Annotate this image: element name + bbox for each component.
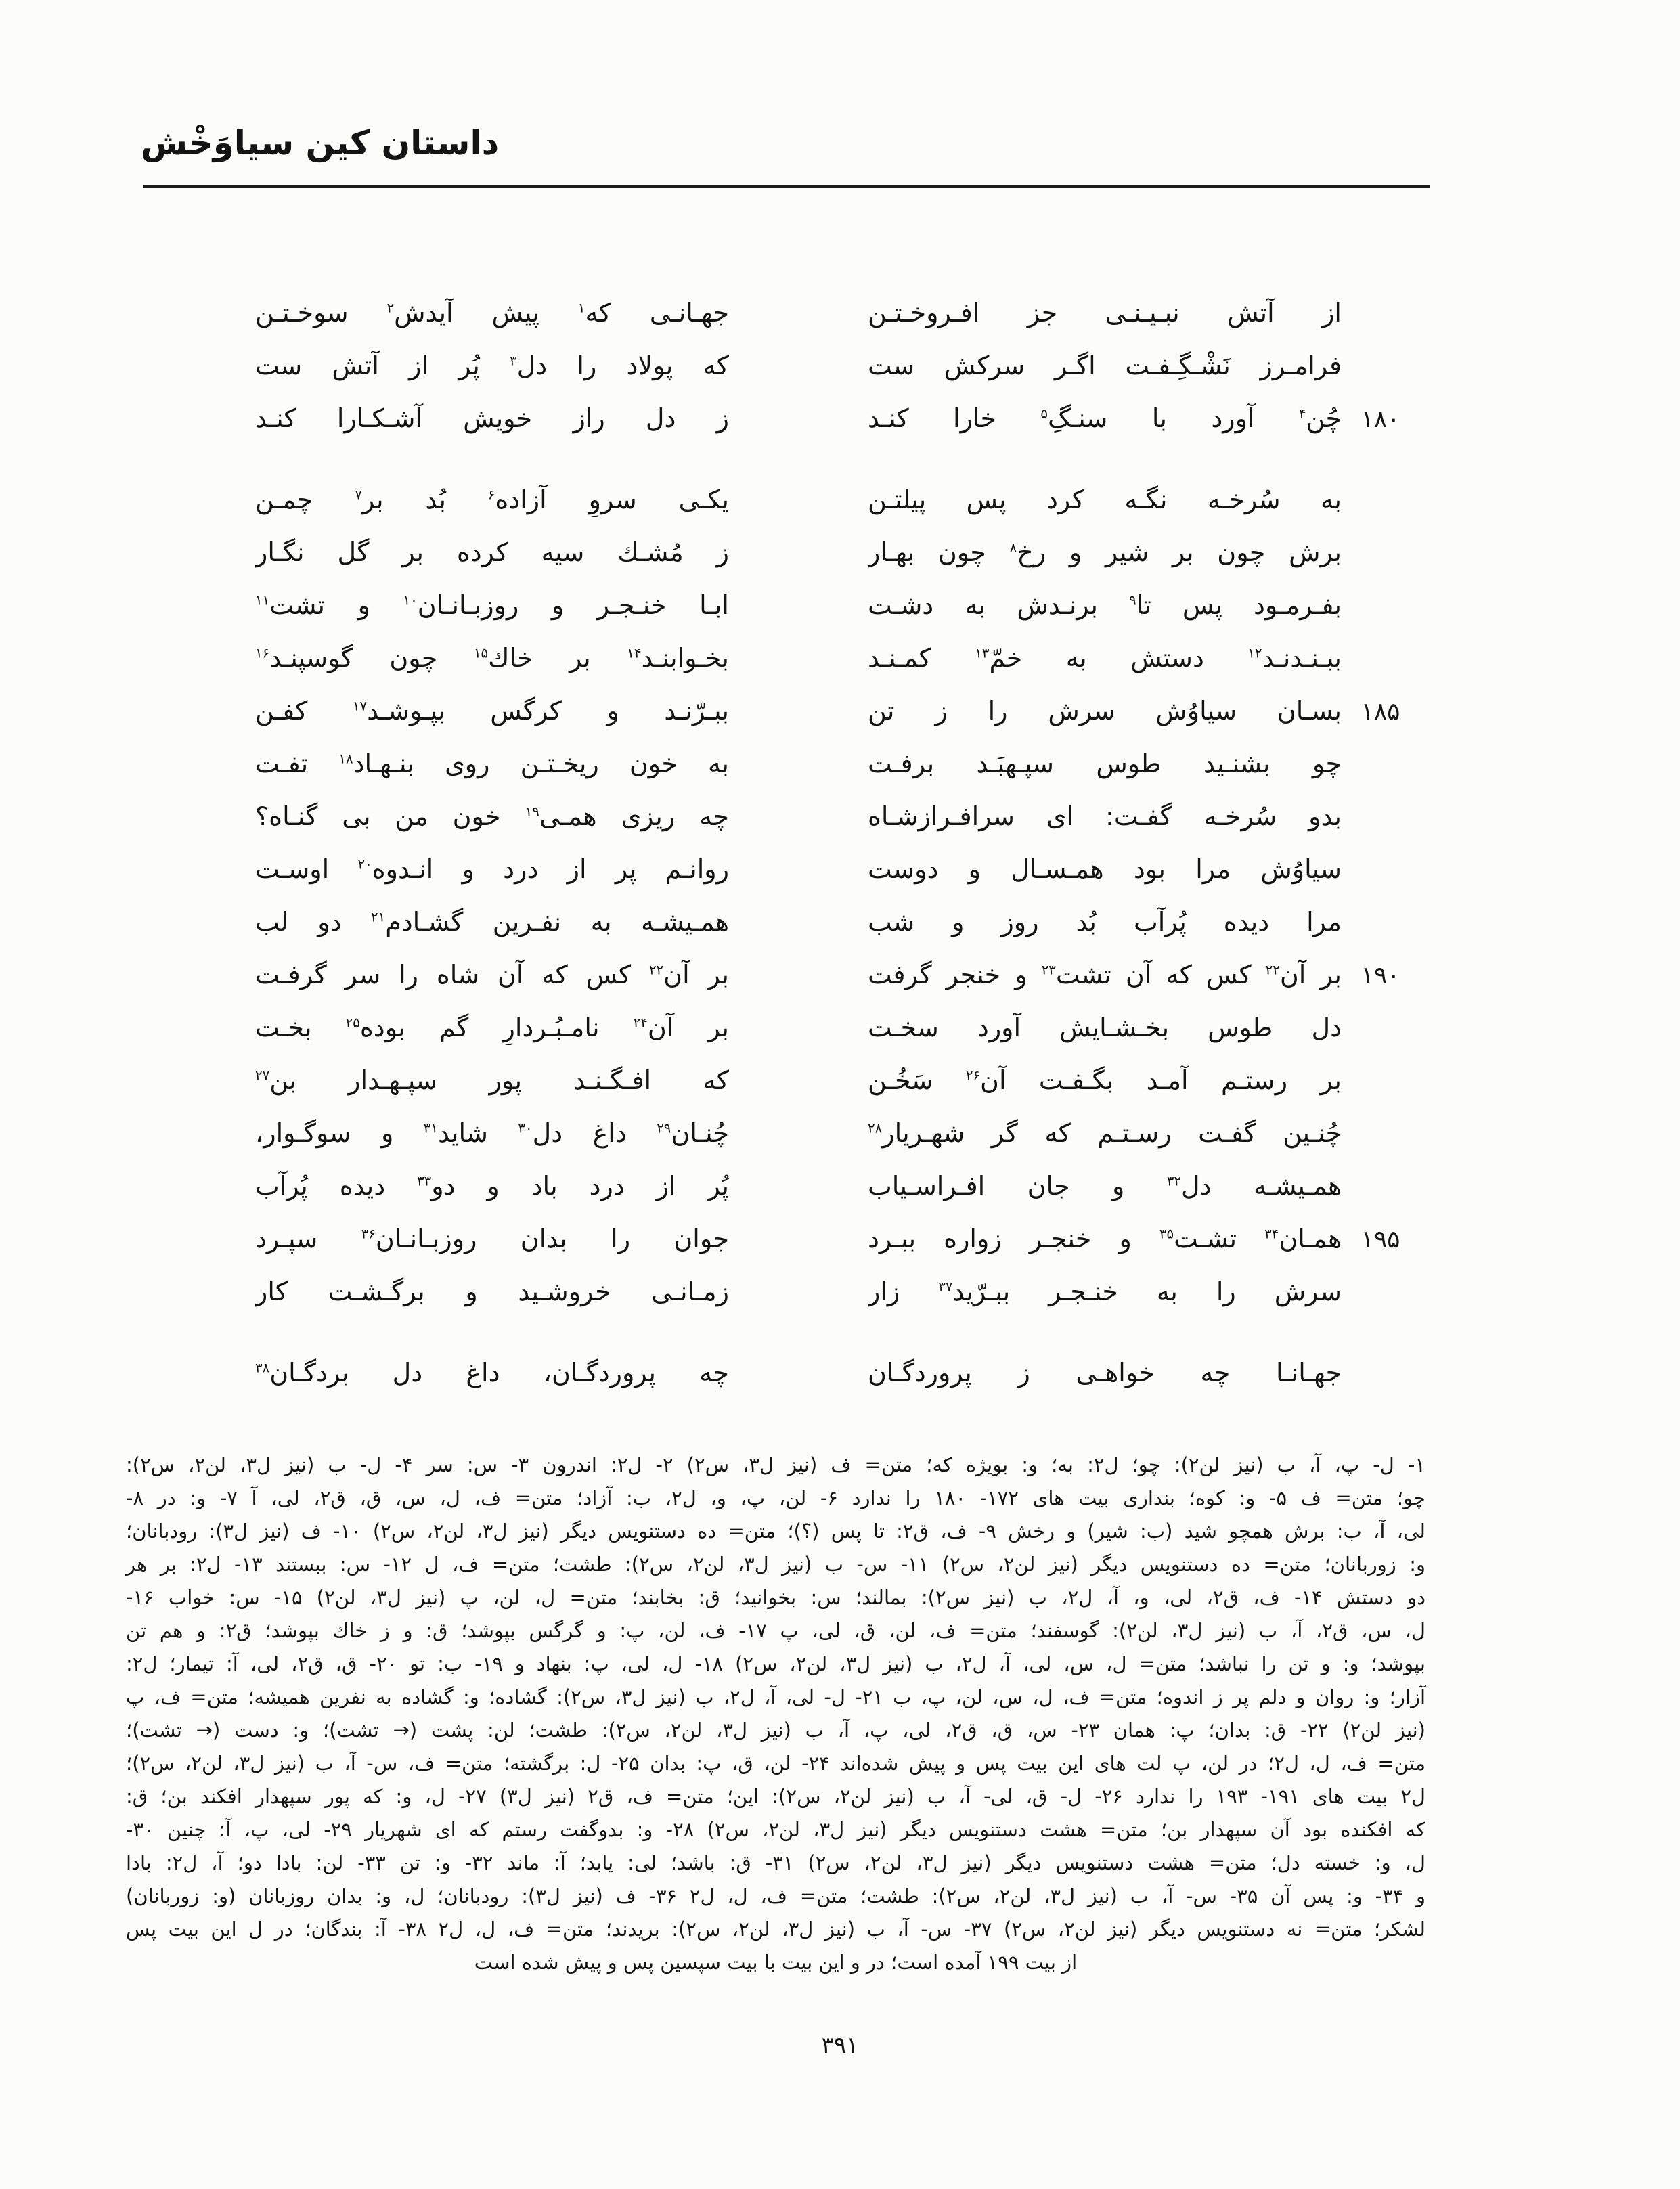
hemistich-first: بفـرمـود پس تا$^۹$ برنـدش به دشـت bbox=[868, 590, 1342, 621]
verse-number: ۱۹۰ bbox=[1361, 961, 1400, 990]
verse-number: ۱۸۰ bbox=[1361, 405, 1400, 433]
hemistich-first: برش چون بر شير و رخِ$^۸$ چون بهـار bbox=[868, 537, 1342, 568]
hemistich-first: مرا ديده پُرآب بُد روز و شب bbox=[868, 907, 1342, 937]
verse-row bbox=[255, 393, 1419, 445]
hemistich-second: ببـرّنـد و كرگس بپـوشـد$^{۱۷}$ كفـن bbox=[255, 696, 729, 726]
footnote-line: لشكر؛ متن= نه دستنويس ديگر (نيز لن۲، س۲) ۳۷- س- آ، ب (نيز ل۳، لن۲، س۲): بريدند؛ متن= ف، ل، ل۲ ۳۸- آ: بندگان؛ در ل اين بيت پس bbox=[126, 1918, 1426, 1941]
footnote-line: كه افكنده بود آن سپهدار بن؛ متن= هشت دستنويس ديگر (نيز ل۳، لن۲، س۲) ۲۸- و: بدوگفت رستم كه اى شهريار ۲۹- لى، پ، آ: چنين ۳۰- bbox=[126, 1818, 1425, 1841]
hemistich-second: ز دل راز خويش آشـكـارا كنـد bbox=[255, 403, 729, 434]
hemistich-second: كه افـگـنـد پور سپـهـدار بن$^{۲۷}$ bbox=[255, 1065, 729, 1096]
hemistich-second: پُر از درد باد و دو$^{۳۳}$ ديده پُرآب bbox=[255, 1171, 729, 1201]
hemistich-second: جوان را بدان روزبـانـان$^{۳۶}$ سپـرد bbox=[255, 1224, 729, 1254]
hemistich-second: جهـانـى كه$^۱$ پيش آيدش$^۲$ سوخـتـن bbox=[255, 298, 729, 328]
hemistich-second: ز مُشـك سيه كرده بر گل نگـار bbox=[255, 537, 729, 568]
hemistich-first: چُن$^۴$ آورد با سنـگِ$^۵$ خارا كنـد bbox=[868, 403, 1342, 434]
hemistich-second: به خون ريخـتـن روى بنـهـاد$^{۱۸}$ تفـت bbox=[255, 749, 729, 779]
hemistich-first: از آتش نبـيـنـى جز افـروخـتـن bbox=[868, 298, 1342, 328]
verse-row bbox=[255, 791, 1419, 843]
verse-number: ۱۹۵ bbox=[1361, 1225, 1400, 1254]
verse-row bbox=[255, 474, 1419, 527]
footnote-line: ل۲ بيت های ۱۹۱- ۱۹۳ را ندارد ۲۶- ل- ق، لى- آ، ب (نيز لن۲، س۲): اين؛ متن= ف، ق۲ (نيز ل۳) ۲۷- ل، و: كه پور سپهدار افكند بن؛ ق: bbox=[126, 1785, 1425, 1808]
hemistich-first: همـان$^{۳۴}$ تشـت$^{۳۵}$ و خنجـر زواره ببـرد bbox=[868, 1224, 1342, 1254]
hemistich-second: چه ريزى همـى$^{۱۹}$ خون من بى گنـاه؟ bbox=[255, 801, 729, 832]
footnote-line: دو دستش ۱۴- ف، ق۲، لى، و، آ، ل۲، ب (نيز س۲): بمالند؛ س: بخوانيد؛ ق: بخابند؛ متن= ل، لن، پ (نيز ل۳، لن۲) ۱۵- س: خواب ۱۶- bbox=[126, 1586, 1426, 1609]
verse-row bbox=[255, 1107, 1419, 1160]
hemistich-first: سرش را به خنـجـر ببـرّيد$^{۳۷}$ زار bbox=[868, 1277, 1342, 1307]
hemistich-first: جهـانـا چه خواهـى ز پروردگـان bbox=[868, 1358, 1342, 1388]
page-number: ۳۹۱ bbox=[821, 2032, 859, 2059]
header-rule bbox=[143, 185, 1430, 188]
footnote-line: لى، آ، ب: برش همچو شيد (ب: شير) و رخش ۹- ف، ق۲: تا پس (؟)؛ متن= ده دستنويس ديگر (نيز ل۳، لن۲، س۲) ۱۰- ف (نيز ل۳): رودبانان؛ bbox=[126, 1520, 1425, 1543]
chapter-header-title: داستان كين سياوَخْش bbox=[141, 123, 500, 162]
hemistich-first: بسـان سياوُش سرش را ز تن bbox=[868, 696, 1342, 726]
verse-row bbox=[255, 632, 1419, 685]
verse-row bbox=[255, 287, 1419, 340]
footnote-line: (نيز لن۲) ۲۲- ق: بدان؛ پ: همان ۲۳- س، ق، ق۲، لى، پ، آ، ب (نيز ل۳، لن۲، س۲): طشت؛ لن: پشت (→ تشت)؛ و: دست (→ تشت)؛ bbox=[126, 1719, 1425, 1742]
poem-block bbox=[255, 287, 1419, 1400]
footnote-line: و ۳۴- و: پس آن ۳۵- س- آ، ب (نيز ل۳، لن۲، س۲): طشت؛ متن= ف، ل، ل۲ ۳۶- ف (نيز ل۳): رودبانان؛ ل، و: بدان روزبانان (و: زوربانان) bbox=[126, 1884, 1426, 1907]
verse-row bbox=[255, 685, 1419, 738]
hemistich-first: به سُرخـه نگـه كرد پس پيلتـن bbox=[868, 485, 1342, 515]
hemistich-first: بدو سُرخـه گفـت: اى سرافـرازشـاه bbox=[868, 801, 1342, 832]
footnote-line: چو؛ متن= ف ۵- و: كوه؛ بنداری بيت های ۱۷۲- ۱۸۰ را ندارد ۶- لن، پ، و، ل۲، ب: آزاد؛ متن= ف، ل، س، ق، ق۲، لى، آ ۷- و: در ۸- bbox=[126, 1486, 1425, 1509]
footnote-line: ۱- ل- پ، آ، ب (نيز لن۲): چو؛ ل۲: به؛ و: بويژه كه؛ متن= ف (نيز ل۳، س۲) ۲- ل۲: اندرون ۳- س: سر ۴- ل- ب (نيز ل۳، لن۲، س۲): bbox=[126, 1453, 1425, 1476]
footnote-line: متن= ف، ل، ل۲؛ در لن، پ لت های اين بيت پس و پيش شده‌اند ۲۴- لن، ق، پ: بدان ۲۵- ل: برگشته؛ متن= ف، س- آ، ب (نيز ل۳، لن۲، س۲)؛ bbox=[126, 1752, 1425, 1775]
footnote-line: آزار؛ و: روان و دلم پر ز اندوه؛ متن= ف، ل، س، لن، پ، ب ۲۱- ل- لى، آ، ل۲، ب (نيز ل۳، س۲): گشاده؛ و: گشاده به نفرين هميشه؛ متن= ف، پ bbox=[126, 1685, 1426, 1708]
verse-row bbox=[255, 1266, 1419, 1319]
hemistich-first: فرامـرز نَشْـگِـفـت اگـر سركش ست bbox=[868, 351, 1342, 381]
footnote-line: ل، و: خسته دل؛ متن= هشت دستنويس ديگر (نيز ل۳، لن۲، س۲) ۳۱- ق: باشد؛ لى: يابد؛ آ: ماند ۳۲- و: تن ۳۳- لن: بادا دو؛ آ، ل۲: بادا bbox=[126, 1851, 1425, 1874]
hemistich-second: بخـوابنـد$^{۱۴}$ بر خاك$^{۱۵}$ چون گوسپنـد$^{۱۶}$ bbox=[255, 643, 729, 673]
verse-row bbox=[255, 527, 1419, 579]
hemistich-first: بر رستـم آمـد بگـفـت آن$^{۲۶}$ سَخُـن bbox=[868, 1065, 1342, 1096]
hemistich-first: سياوُش مرا بود همـسـال و دوست bbox=[868, 854, 1342, 885]
verse-row bbox=[255, 896, 1419, 949]
verse-row bbox=[255, 1002, 1419, 1055]
verse-row bbox=[255, 340, 1419, 393]
footnote-line: و: زوربانان؛ متن= ده دستنويس ديگر (نيز لن۲، س۲) ۱۱- س- ب (نيز ل۳، لن۲، س۲): طشت؛ متن= ف، ل ۱۲- س: ببستند ۱۳- ل۲: بر هر bbox=[126, 1553, 1425, 1576]
verse-number: ۱۸۵ bbox=[1361, 697, 1400, 726]
hemistich-first: دل طوس بخـشـايش آورد سخـت bbox=[868, 1013, 1342, 1043]
hemistich-second: روانـم پر از درد و انـدوه$^{۲۰}$ اوسـت bbox=[255, 854, 729, 885]
verse-row bbox=[255, 1055, 1419, 1107]
hemistich-second: زمـانـى خروشـيد و برگـشـت كار bbox=[255, 1277, 729, 1307]
hemistich-second: چه پروردگـان، داغ دل بردگـان$^{۳۸}$ bbox=[255, 1358, 729, 1388]
hemistich-second: همـيشـه به نفـرين گشـادم$^{۲۱}$ دو لب bbox=[255, 907, 729, 937]
hemistich-second: چُنـان$^{۲۹}$ داغ دل$^{۳۰}$ شايد$^{۳۱}$ و سوگـوار، bbox=[255, 1118, 729, 1149]
footnote-line: ل، س، ق۲، آ، ب (نيز ل۳، لن۲): گوسفند؛ متن= ف، لن، ق، لى، پ ۱۷- ف، لن، پ: و گرگس بپوشد؛ ق: و ز خاك بپوشد؛ ق۲: و هم تن bbox=[126, 1619, 1425, 1642]
hemistich-first: بر آن$^{۲۲}$ كس كه آن تشت$^{۲۳}$ و خنجر گرفت bbox=[868, 960, 1342, 990]
hemistich-second: يكـى سروِ آزاده$^۶$ بُد بر$^۷$ چمـن bbox=[255, 485, 729, 515]
verse-row bbox=[255, 1160, 1419, 1213]
hemistich-second: بر آن$^{۲۴}$ نامـبُـردارِ گم بوده$^{۲۵}$ بخـت bbox=[255, 1013, 729, 1043]
hemistich-first: ببـنـدنـد$^{۱۲}$ دستش به خمّ$^{۱۳}$ كمـنـد bbox=[868, 643, 1342, 673]
verse-row bbox=[255, 1213, 1419, 1266]
hemistich-second: كه پولاد را دل$^۳$ پُر از آتش ست bbox=[255, 351, 729, 381]
verse-row bbox=[255, 738, 1419, 791]
verse-row bbox=[255, 843, 1419, 896]
verse-row bbox=[255, 949, 1419, 1002]
verse-row bbox=[255, 579, 1419, 632]
footnotes-block bbox=[126, 1449, 1425, 1979]
footnote-line: بپوشد؛ و: و تن را نباشد؛ متن= ل، س، لى، آ، ل۲، ب (نيز ل۳، لن۲، س۲) ۱۸- ل، لى، پ: بنهاد و ۱۹- ب: تو ۲۰- ق، ق۲، لى، آ: تيمار؛ ل۲: bbox=[126, 1652, 1425, 1675]
hemistich-first: چُنـين گفـت رسـتـم كه گر شهـريار$^{۲۸}$ bbox=[868, 1118, 1342, 1149]
hemistich-first: همـيشـه دل$^{۳۲}$ و جان افـراسـياب bbox=[868, 1171, 1342, 1201]
hemistich-first: چو بشنـيد طوس سپـهبَـد برفـت bbox=[868, 749, 1342, 779]
footnote-line: از بيت ۱۹۹ آمده است؛ در و اين بيت با بيت سپسين پس و پيش شده است bbox=[474, 1951, 1078, 1974]
verse-row bbox=[255, 1347, 1419, 1400]
hemistich-second: بر آن$^{۲۲}$ كس كه آن شاه را سر گرفـت bbox=[255, 960, 729, 990]
hemistich-second: ابـا خنـجـر و روزبـانـان$^{۱۰}$ و تشت$^{۱۱}$ bbox=[255, 590, 729, 621]
